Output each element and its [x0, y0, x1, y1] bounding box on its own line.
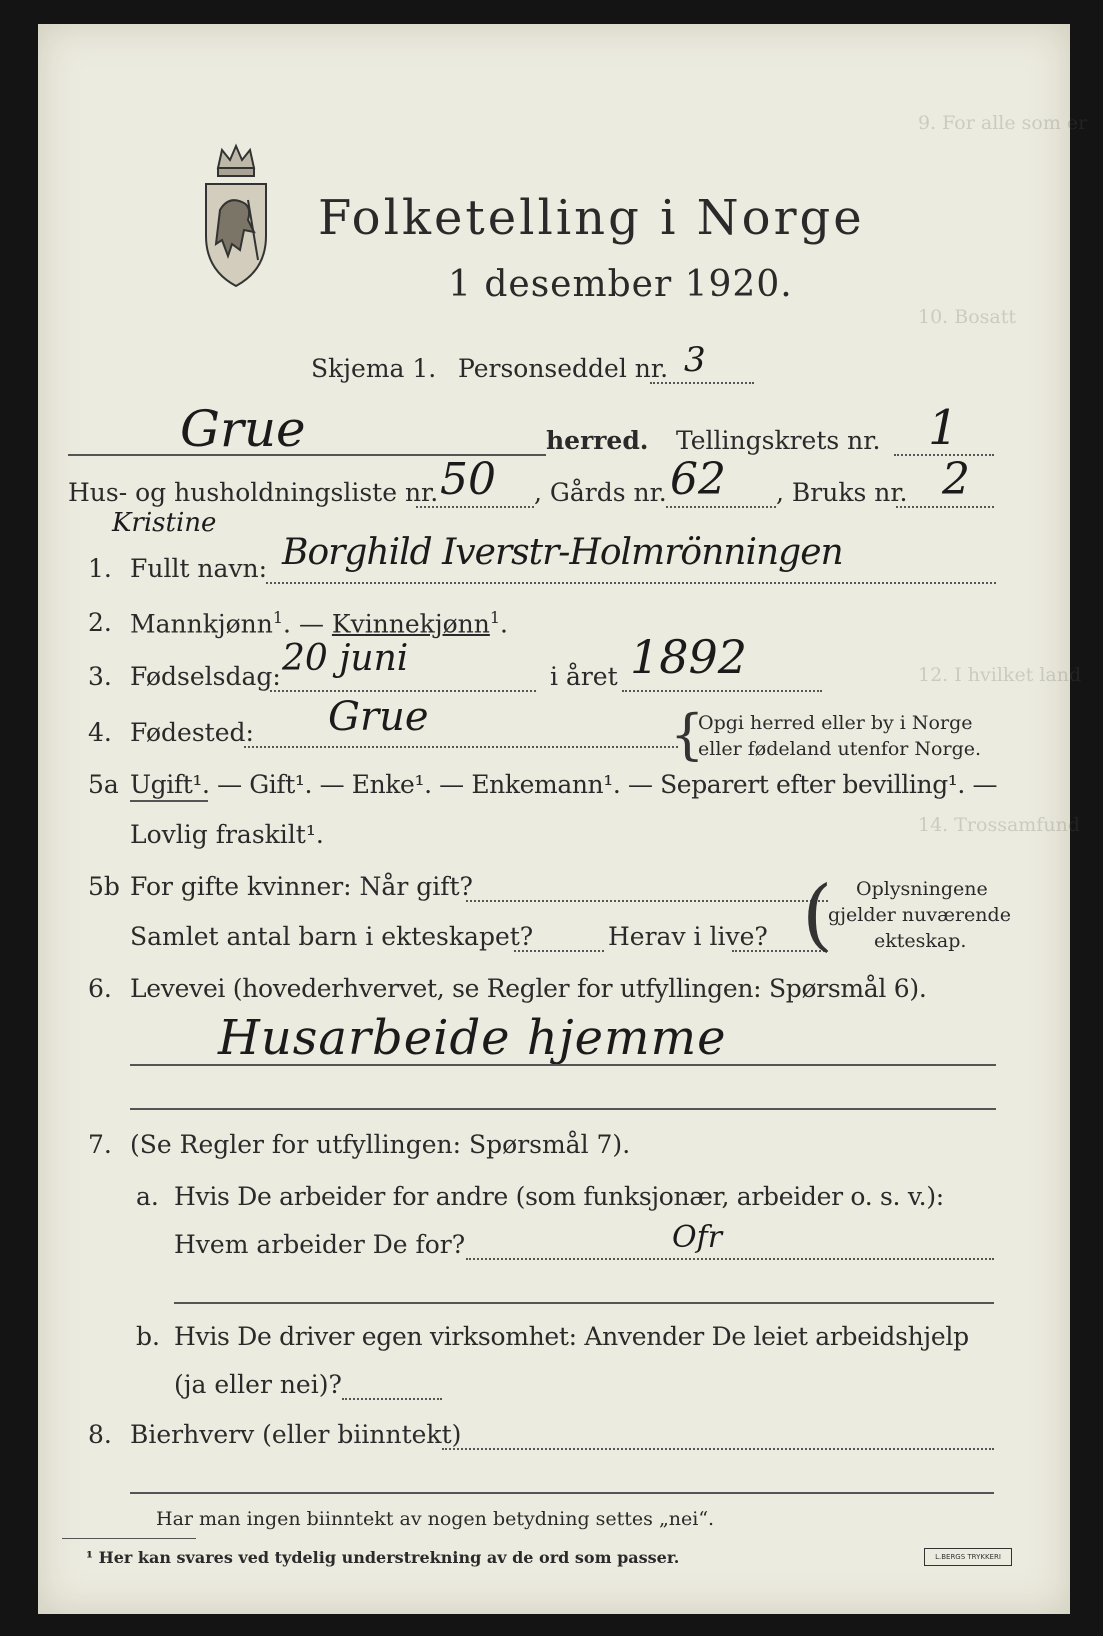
q1-above-value: Kristine — [112, 508, 217, 538]
q1-dots — [266, 582, 996, 584]
q7b-dots — [342, 1398, 442, 1400]
gards-value: 62 — [670, 454, 726, 505]
gards-dots — [666, 506, 776, 508]
q5b-married-dots — [466, 900, 828, 902]
q2-end: . — [500, 609, 508, 639]
coat-of-arms-icon — [198, 140, 274, 290]
q4-note-line1: Opgi herred eller by i Norge — [698, 712, 973, 734]
q2-footnote-mark: 1 — [272, 608, 284, 627]
q7b-number: b. — [136, 1322, 160, 1351]
q6-number: 6. — [88, 974, 112, 1003]
personseddel-label: Personseddel nr. — [458, 354, 669, 383]
q2-number: 2. — [88, 608, 112, 637]
q3-year-value: 1892 — [630, 630, 748, 684]
q6-value: Husarbeide hjemme — [218, 1010, 727, 1066]
q5b-line2a: Samlet antal barn i ekteskapet? — [130, 922, 534, 951]
q3-dots — [270, 690, 536, 692]
q8-dots — [442, 1448, 994, 1450]
hus-label: Hus- og husholdningsliste nr. — [68, 478, 439, 507]
gards-label: , Gårds nr. — [534, 478, 667, 507]
form-title: Folketelling i Norge — [318, 190, 865, 246]
q7a-line — [174, 1302, 994, 1304]
q2-option-male: Mannkjønn — [130, 609, 273, 639]
q7a-dots — [466, 1258, 994, 1260]
herred-value: Grue — [180, 400, 306, 458]
personseddel-dots — [650, 382, 754, 384]
q3-year-label: i året — [550, 662, 618, 691]
q7-label: (Se Regler for utfyllingen: Spørsmål 7). — [130, 1130, 631, 1159]
q3-year-dots — [622, 690, 822, 692]
q7a-line2: Hvem arbeider De for? — [174, 1230, 466, 1259]
tellingskrets-label: Tellingskrets nr. — [676, 426, 881, 455]
q5b-children-dots — [514, 950, 604, 952]
bruks-label: , Bruks nr. — [776, 478, 908, 507]
q8-line — [130, 1492, 994, 1494]
q1-value: Borghild Iverstr-Holmrönningen — [282, 532, 843, 573]
q3-number: 3. — [88, 662, 112, 691]
q6-label: Levevei (hovederhvervet, se Regler for utfyllingen: Spørsmål 6). — [130, 974, 927, 1003]
herred-label: herred. — [546, 426, 649, 455]
q5b-line2b: Herav i live? — [608, 922, 768, 951]
q5b-line1: For gifte kvinner: Når gift? — [130, 872, 473, 901]
q5a-number: 5a — [88, 770, 119, 799]
bleed-text: 12. I hvilket land — [918, 664, 1082, 686]
footnote-rule — [62, 1538, 196, 1539]
q5b-note-line3: ekteskap. — [874, 930, 967, 952]
printer-stamp — [924, 1548, 1012, 1566]
q4-note-line2: eller fødeland utenfor Norge. — [698, 738, 982, 760]
q6-line2 — [130, 1108, 996, 1110]
personseddel-value: 3 — [684, 340, 706, 380]
q5b-brace: ( — [802, 870, 833, 960]
census-form-sheet — [38, 24, 1088, 1614]
bleed-text: 10. Bosatt — [918, 306, 1017, 328]
census-date: 1 desember 1920. — [448, 264, 793, 305]
q6-line1 — [130, 1064, 996, 1066]
q7-number: 7. — [88, 1130, 112, 1159]
bleed-text: 9. For alle som er — [918, 112, 1088, 134]
tellingskrets-value: 1 — [928, 400, 959, 456]
q2-line — [130, 608, 508, 638]
q5b-note-line1: Oplysningene — [856, 878, 988, 900]
hus-dots — [416, 506, 534, 508]
bleed-text: 14. Trossamfund — [918, 814, 1080, 836]
q2-option-female: Kvinnekjønn — [331, 609, 490, 639]
q7b-line2: (ja eller nei)? — [174, 1370, 342, 1399]
q4-value: Grue — [328, 694, 429, 740]
q2-separator: . — — [283, 609, 332, 639]
q4-dots — [244, 746, 678, 748]
q3-label: Fødselsdag: — [130, 662, 281, 691]
hus-value: 50 — [440, 454, 496, 505]
q2-footnote-mark: 1 — [489, 608, 501, 627]
printer-stamp-text: L.BERGS TRYKKERI — [935, 1553, 1001, 1561]
footnote: ¹ Her kan svares ved tydelig understrekning av de ord som passer. — [86, 1548, 680, 1567]
q7a-value: Ofr — [672, 1220, 723, 1255]
q5b-number: 5b — [88, 872, 120, 901]
q8-label: Bierhverv (eller biinntekt) — [130, 1420, 462, 1449]
q5a-line1: Ugift¹. — Gift¹. — Enke¹. — Enkemann¹. — Separert efter bevilling¹. — — [130, 770, 998, 799]
q4-brace: { — [670, 703, 705, 766]
q4-label: Fødested: — [130, 718, 254, 747]
schema-label: Skjema 1. — [311, 354, 437, 383]
q5a-ugift-underline — [130, 800, 208, 802]
q1-number: 1. — [88, 554, 112, 583]
bruks-value: 2 — [942, 454, 970, 505]
q5a-line2: Lovlig fraskilt¹. — [130, 820, 324, 849]
q3-value: 20 juni — [282, 638, 409, 679]
q7b-line1: Hvis De driver egen virksomhet: Anvender De leiet arbeidshjelp — [174, 1322, 969, 1351]
q4-number: 4. — [88, 718, 112, 747]
q1-label: Fullt navn: — [130, 554, 268, 583]
q5b-note-line2: gjelder nuværende — [828, 904, 1011, 926]
q7a-number: a. — [136, 1182, 159, 1211]
q7a-line1: Hvis De arbeider for andre (som funksjonær, arbeider o. s. v.): — [174, 1182, 944, 1211]
q8-number: 8. — [88, 1420, 112, 1449]
bruks-dots — [896, 506, 994, 508]
nei-note: Har man ingen biinntekt av nogen betydning settes „nei“. — [156, 1508, 715, 1530]
